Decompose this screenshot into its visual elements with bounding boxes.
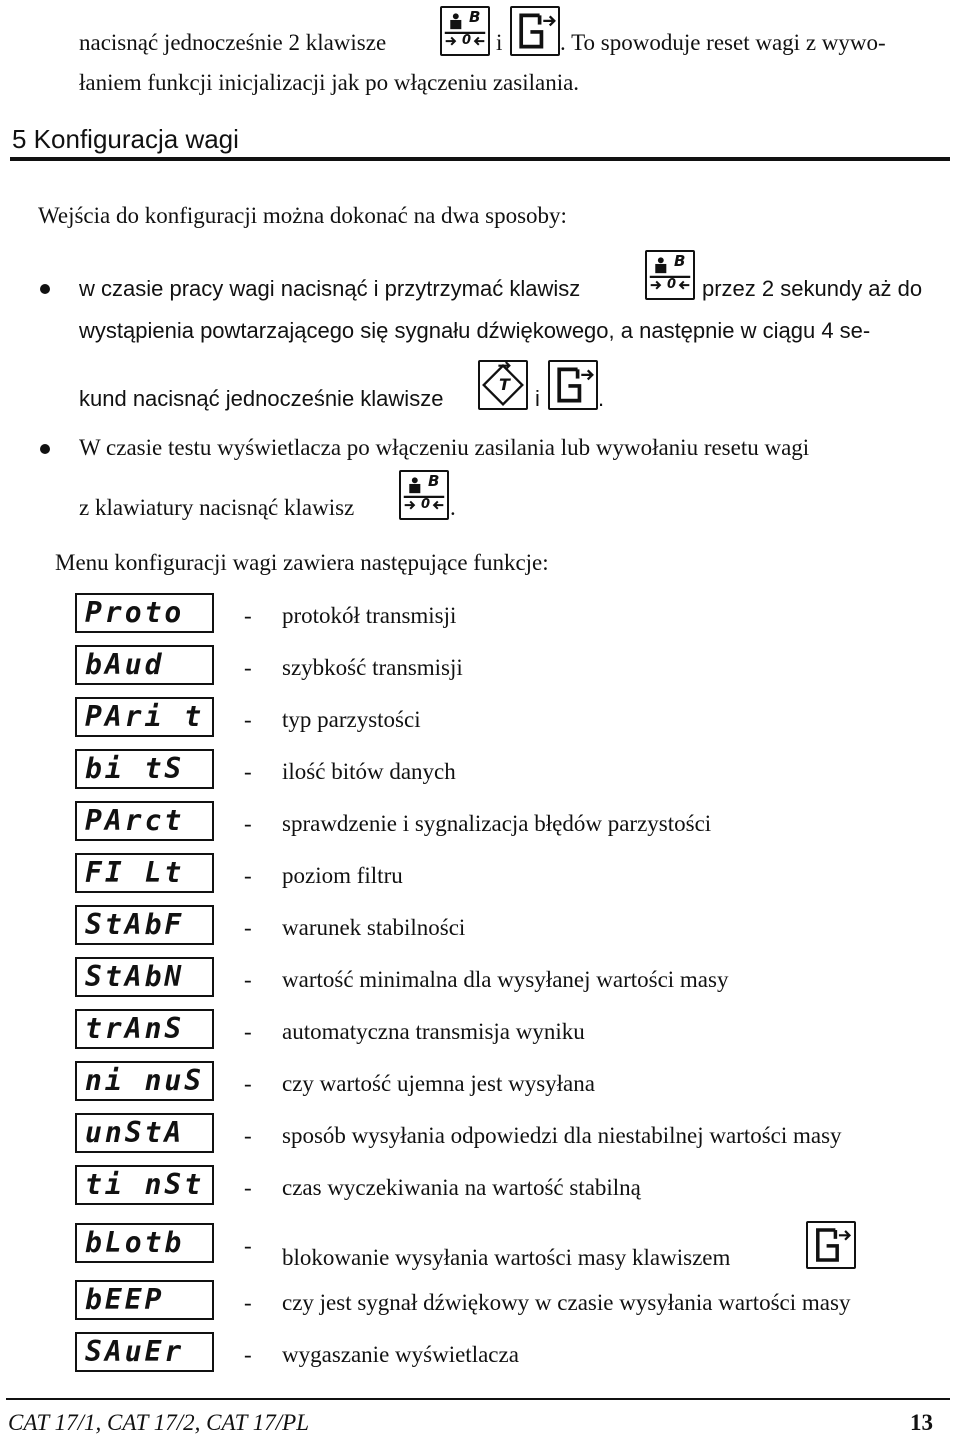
- dash: -: [244, 1175, 252, 1200]
- menu-description: ilość bitów danych: [282, 759, 456, 784]
- menu-description: czy jest sygnał dźwiękowy w czasie wysyłania wartości masy: [282, 1290, 851, 1315]
- bullet1-line3-after: .: [598, 386, 605, 411]
- lcd-code: SAuEr: [75, 1332, 214, 1372]
- menu-description: sposób wysyłania odpowiedzi dla niestabilnej wartości masy: [282, 1123, 842, 1148]
- dash: -: [244, 603, 252, 628]
- intro-line-1-before: nacisnąć jednocześnie 2 klawisze: [79, 30, 387, 55]
- footer-divider: [6, 1398, 950, 1400]
- lcd-code: trAnS: [75, 1009, 214, 1049]
- bullet2-line2-before: z klawiatury nacisnąć klawisz: [79, 495, 355, 520]
- dash: -: [244, 1342, 252, 1367]
- lcd-code: StAbN: [75, 957, 214, 997]
- lcd-code: bi tS: [75, 749, 214, 789]
- tare-key-icon: T: [478, 360, 528, 410]
- bullet-dot: [40, 284, 50, 294]
- menu-description: czas wyczekiwania na wartość stabilną: [282, 1175, 641, 1200]
- intro-line-1-mid: i: [496, 30, 503, 55]
- lcd-code: unStA: [75, 1113, 214, 1153]
- menu-description: blokowanie wysyłania wartości masy klawiszem: [282, 1245, 731, 1270]
- menu-intro: Menu konfiguracji wagi zawiera następujące funkcje:: [55, 550, 549, 575]
- lcd-code: Proto: [75, 593, 214, 633]
- lcd-code: FI Lt: [75, 853, 214, 893]
- menu-description: czy wartość ujemna jest wysyłana: [282, 1071, 595, 1096]
- menu-description: warunek stabilności: [282, 915, 466, 940]
- tare-zero-key-icon: B 0: [645, 250, 695, 300]
- lcd-code: ti nSt: [75, 1165, 214, 1205]
- lcd-code: ni nuS: [75, 1061, 214, 1101]
- dash: -: [244, 707, 252, 732]
- lcd-code: bEEP: [75, 1280, 214, 1320]
- dash: -: [244, 811, 252, 836]
- menu-description: automatyczna transmisja wyniku: [282, 1019, 585, 1044]
- dash: -: [244, 915, 252, 940]
- dash: -: [244, 1019, 252, 1044]
- menu-description: wartość minimalna dla wysyłanej wartości masy: [282, 967, 729, 992]
- bullet1-line1-before: w czasie pracy wagi nacisnąć i przytrzymać klawisz: [79, 276, 581, 301]
- footer-models: CAT 17/1, CAT 17/2, CAT 17/PL: [8, 1410, 309, 1435]
- menu-description: szybkość transmisji: [282, 655, 463, 680]
- menu-description: typ parzystości: [282, 707, 421, 732]
- dash: -: [244, 759, 252, 784]
- lcd-code: StAbF: [75, 905, 214, 945]
- print-key-icon: [806, 1221, 856, 1269]
- dash: -: [244, 1071, 252, 1096]
- dash: -: [244, 863, 252, 888]
- dash: -: [244, 1233, 252, 1258]
- dash: -: [244, 1290, 252, 1315]
- section-title: 5 Konfiguracja wagi: [12, 124, 239, 154]
- bullet1-line3-before: kund nacisnąć jednocześnie klawisze: [79, 386, 444, 411]
- intro-line-2: łaniem funkcji inicjalizacji jak po włączeniu zasilania.: [79, 70, 580, 95]
- print-key-icon: [548, 360, 598, 410]
- menu-description: wygaszanie wyświetlacza: [282, 1342, 519, 1367]
- section-divider: [10, 157, 950, 161]
- bullet1-line2: wystąpienia powtarzającego się sygnału dźwiękowego, a następnie w ciągu 4 se-: [79, 318, 871, 343]
- menu-description: sprawdzenie i sygnalizacja błędów parzystości: [282, 811, 712, 836]
- lcd-code: PAri t: [75, 697, 214, 737]
- tare-zero-key-icon: B 0: [399, 470, 449, 520]
- bullet1-line3-mid: i: [535, 386, 540, 411]
- intro-line-1-after: . To spowoduje reset wagi z wywo-: [560, 30, 886, 55]
- bullet2-line1: W czasie testu wyświetlacza po włączeniu zasilania lub wywołaniu resetu wagi: [79, 435, 810, 460]
- dash: -: [244, 655, 252, 680]
- print-key-icon: [510, 6, 560, 56]
- bullet2-line2-after: .: [450, 495, 456, 520]
- entry-intro: Wejścia do konfiguracji można dokonać na dwa sposoby:: [38, 203, 567, 228]
- lcd-code: bAud: [75, 645, 214, 685]
- lcd-code: bLotb: [75, 1223, 214, 1263]
- menu-description: poziom filtru: [282, 863, 403, 888]
- bullet1-line1-after: przez 2 sekundy aż do: [702, 276, 923, 301]
- bullet-dot: [40, 444, 50, 454]
- menu-description: protokół transmisji: [282, 603, 457, 628]
- dash: -: [244, 1123, 252, 1148]
- tare-zero-key-icon: B 0: [440, 6, 490, 56]
- page-number: 13: [910, 1410, 933, 1435]
- dash: -: [244, 967, 252, 992]
- lcd-code: PArct: [75, 801, 214, 841]
